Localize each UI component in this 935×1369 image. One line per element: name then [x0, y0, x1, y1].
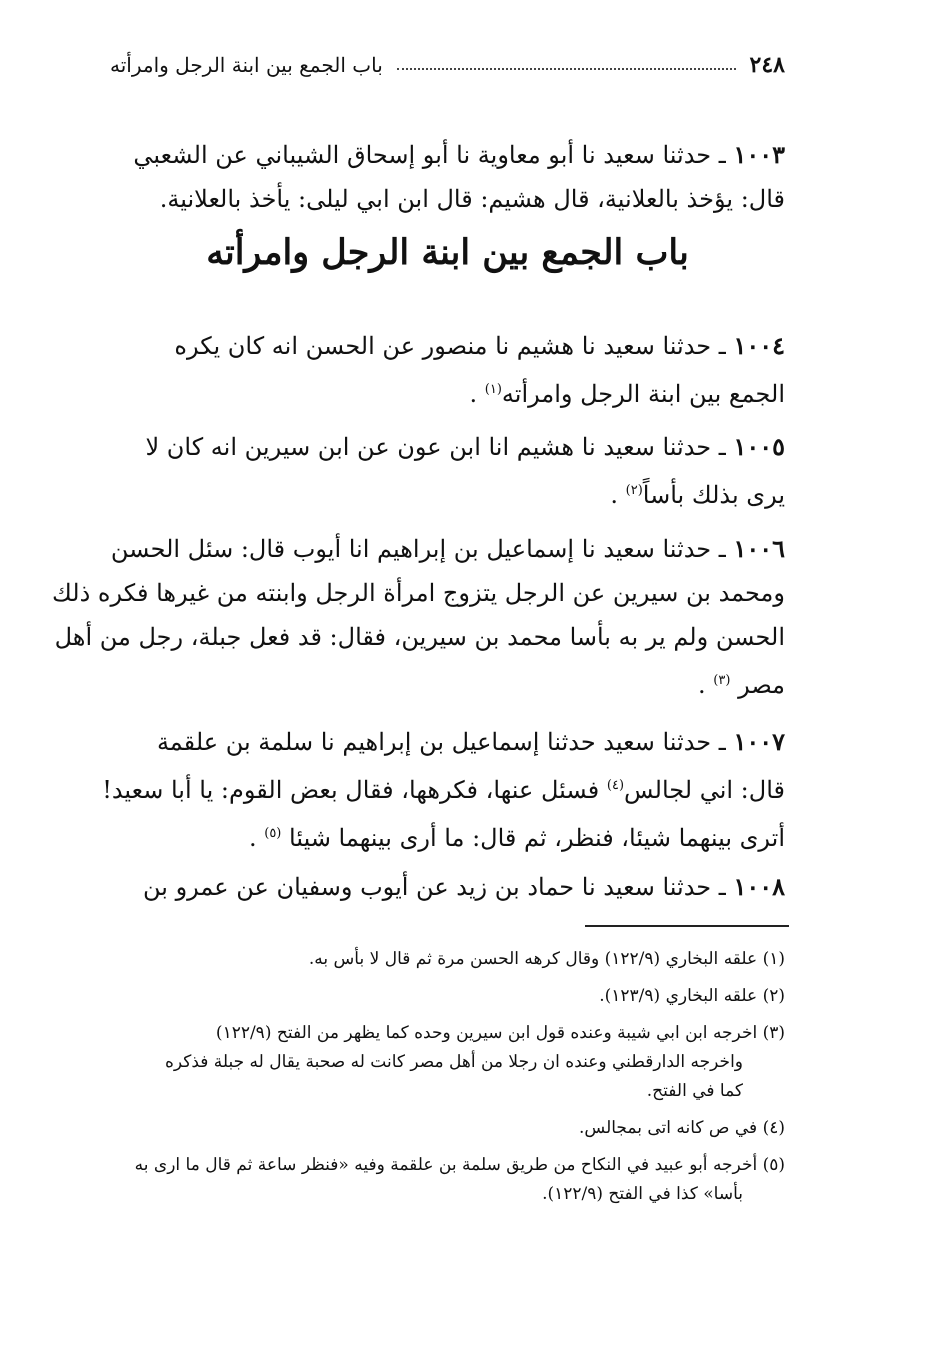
hadith-1006 — [52, 527, 785, 707]
hadith-1005-line-2 — [110, 469, 785, 517]
hadith-text: يرى بذلك بأساً — [642, 481, 785, 509]
hadith-text: الجمع بين ابنة الرجل وامرأته — [501, 380, 785, 408]
hadith-number: ١٠٠٦ — [733, 534, 785, 563]
hadith-text: حدثنا سعيد حدثنا إسماعيل بن إبراهيم نا سلمة بن علقمة — [156, 728, 712, 756]
footnote-ref: (١) — [484, 382, 502, 397]
footnotes — [110, 945, 785, 1209]
hadith-1004-line-1: ١٠٠٤ ـ حدثنا سعيد نا هشيم نا منصور عن الحسن انه كان يكره — [174, 331, 785, 360]
hadith-text: حدثنا سعيد نا هشيم انا ابن عون عن ابن سيرين انه كان لا — [145, 433, 712, 461]
footnote-2: (٢) علقه البخاري (١٢٣/٩). — [599, 986, 785, 1006]
footnote-3-line-1: (٣) اخرجه ابن ابي شيبة وعنده قول ابن سيرين وحده كما يظهر من الفتح (١٢٢/٩) — [215, 1023, 785, 1043]
hadith-text: أترى بينهما شيئا، فنظر، ثم قال: ما أرى بينهما شيئا — [289, 824, 785, 852]
running-title: باب الجمع بين ابنة الرجل وامرأته — [110, 53, 383, 77]
footnote-5-line-1: (٥) أخرجه أبو عبيد في النكاح من طريق سلمة بن علقمة وفيه «فنظر ساعة ثم قال ما ارى به — [134, 1155, 785, 1175]
footnote-4: (٤) في ص كانه اتى بمجالس. — [579, 1118, 785, 1138]
running-header — [110, 52, 785, 78]
hadith-1006-line-3: الحسن ولم ير به بأسا محمد بن سيرين، فقال: قد فعل جبلة، رجل من أهل — [54, 623, 785, 651]
hadith-1004 — [110, 324, 785, 416]
hadith-1007-line-1: ١٠٠٧ ـ حدثنا سعيد حدثنا إسماعيل بن إبراهيم نا سلمة بن علقمة — [156, 727, 785, 756]
footnote-1: (١) علقه البخاري (١٢٢/٩) وقال كرهه الحسن مرة ثم قال لا بأس به. — [308, 949, 785, 969]
punctuation: . — [469, 380, 478, 408]
punctuation: . — [248, 824, 257, 852]
hadith-1004-line-2 — [110, 368, 785, 416]
hadith-text: حدثنا سعيد نا إسماعيل بن إبراهيم انا أيوب قال: سئل الحسن — [110, 535, 712, 563]
hadith-1008-line-1: ١٠٠٨ ـ حدثنا سعيد نا حماد بن زيد عن أيوب وسفيان عن عمرو بن — [142, 872, 785, 901]
footnote-ref: (٢) — [625, 483, 643, 498]
footnote-ref: (٥) — [264, 826, 282, 841]
hadith-text: فسئل عنها، فكرهها، فقال بعض القوم: يا أبا سعيد! — [102, 776, 600, 804]
hadith-1007-line-2 — [102, 764, 785, 812]
hadith-1007 — [102, 720, 785, 860]
hadith-text: حدثنا سعيد نا هشيم نا منصور عن الحسن انه كان يكره — [174, 332, 712, 360]
hadith-1008 — [110, 865, 785, 909]
hadith-1003 — [110, 133, 785, 221]
footnote-separator — [585, 925, 789, 927]
hadith-text: قال: اني لجالس — [624, 776, 785, 804]
hadith-number: ١٠٠٣ — [733, 140, 785, 169]
footnote-3-line-3: كما في الفتح. — [646, 1081, 743, 1101]
hadith-number: ١٠٠٥ — [733, 432, 785, 461]
hadith-1007-line-3 — [110, 812, 785, 860]
hadith-number: ١٠٠٤ — [733, 331, 785, 360]
punctuation: . — [698, 671, 706, 699]
hadith-text: مصر — [738, 671, 785, 699]
chapter-heading: باب الجمع بين ابنة الرجل وامرأته — [206, 232, 689, 273]
page-number: ٢٤٨ — [749, 52, 785, 78]
hadith-1003-line-1: ١٠٠٣ ـ حدثنا سعيد نا أبو معاوية نا أبو إسحاق الشيباني عن الشعبي — [133, 140, 785, 169]
footnote-ref: (٣) — [713, 673, 731, 688]
footnote-ref: (٤) — [606, 778, 625, 793]
punctuation: . — [610, 481, 619, 509]
hadith-1006-line-1: ١٠٠٦ ـ حدثنا سعيد نا إسماعيل بن إبراهيم انا أيوب قال: سئل الحسن — [110, 534, 785, 563]
hadith-1005-line-1: ١٠٠٥ ـ حدثنا سعيد نا هشيم انا ابن عون عن ابن سيرين انه كان لا — [145, 432, 785, 461]
hadith-1006-line-4 — [110, 659, 785, 707]
hadith-text: حدثنا سعيد نا أبو معاوية نا أبو إسحاق الشيباني عن الشعبي — [133, 141, 712, 169]
hadith-text: حدثنا سعيد نا حماد بن زيد عن أيوب وسفيان عن عمرو بن — [142, 873, 712, 901]
hadith-number: ١٠٠٨ — [733, 872, 785, 901]
hadith-1005 — [110, 425, 785, 517]
hadith-1006-line-2: ومحمد بن سيرين عن الرجل يتزوج امرأة الرجل وابنته من غيرها فكره ذلك — [52, 579, 785, 607]
footnote-3-line-2: واخرجه الدارقطني وعنده ان رجلا من أهل مصر كانت له صحبة يقال له جبلة فذكره — [164, 1052, 743, 1072]
hadith-number: ١٠٠٧ — [733, 727, 785, 756]
header-dotted-leader — [397, 68, 736, 70]
hadith-1003-line-2: قال: يؤخذ بالعلانية، قال هشيم: قال ابن ابي ليلى: يأخذ بالعلانية. — [159, 185, 785, 213]
footnote-5-line-2: بأسا» كذا في الفتح (١٢٢/٩). — [542, 1184, 743, 1204]
